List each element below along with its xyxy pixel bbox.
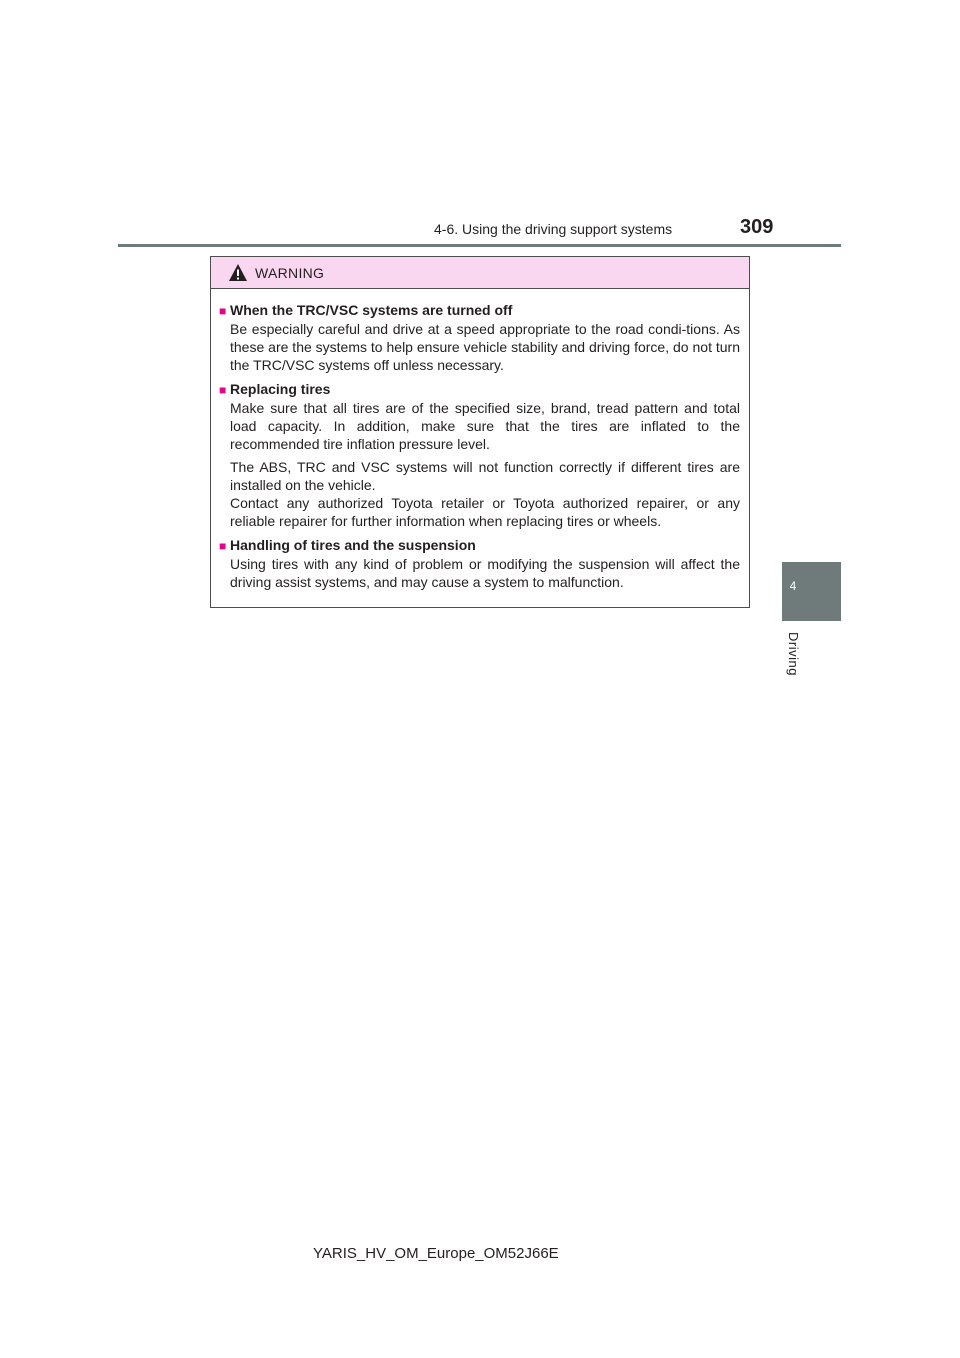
warning-triangle-icon	[228, 263, 248, 282]
warning-section-tires-suspension	[219, 536, 740, 596]
header-divider	[118, 244, 841, 247]
chapter-tab	[782, 562, 841, 621]
section-heading	[219, 536, 740, 555]
square-bullet-icon: ■	[219, 539, 227, 553]
warning-section-trc-vsc-off	[219, 301, 740, 379]
section-heading-text: Handling of tires and the suspension	[230, 537, 476, 553]
paragraph: Contact any authorized Toyota retailer or Toyota authorized repairer, or any reliable repairer for further information when replacing tires or wheels.	[230, 495, 740, 529]
square-bullet-icon: ■	[219, 383, 227, 397]
paragraph: Be especially careful and drive at a speed appropriate to the road condi-tions. As these are the systems to help ensure vehicle stability and driving force, do not turn the TRC/VSC systems off unless necessary.	[230, 321, 740, 373]
paragraph: Make sure that all tires are of the specified size, brand, tread pattern and total load capacity. In addition, make sure that the tires are inflated to the recommended tire inflation pressure level.	[230, 400, 740, 452]
chapter-label: Driving	[786, 632, 801, 676]
chapter-number: 4	[789, 579, 797, 593]
warning-body	[211, 289, 749, 596]
square-bullet-icon: ■	[219, 304, 227, 318]
section-title: 4-6. Using the driving support systems	[434, 221, 673, 237]
section-heading	[219, 301, 740, 320]
section-heading-text: Replacing tires	[230, 381, 331, 397]
section-heading-text: When the TRC/VSC systems are turned off	[230, 302, 513, 318]
document-code: YARIS_HV_OM_Europe_OM52J66E	[313, 1245, 559, 1262]
paragraph: The ABS, TRC and VSC systems will not function correctly if different tires are installed on the vehicle.	[230, 459, 740, 493]
paragraph: Using tires with any kind of problem or modifying the suspension will affect the driving assist systems, and may cause a system to malfunction.	[230, 556, 740, 590]
warning-title: WARNING	[255, 265, 325, 281]
warning-section-replacing-tires	[219, 380, 740, 535]
section-heading	[219, 380, 740, 399]
warning-header	[211, 257, 749, 289]
warning-box	[210, 256, 750, 608]
page-number: 309	[740, 216, 774, 238]
